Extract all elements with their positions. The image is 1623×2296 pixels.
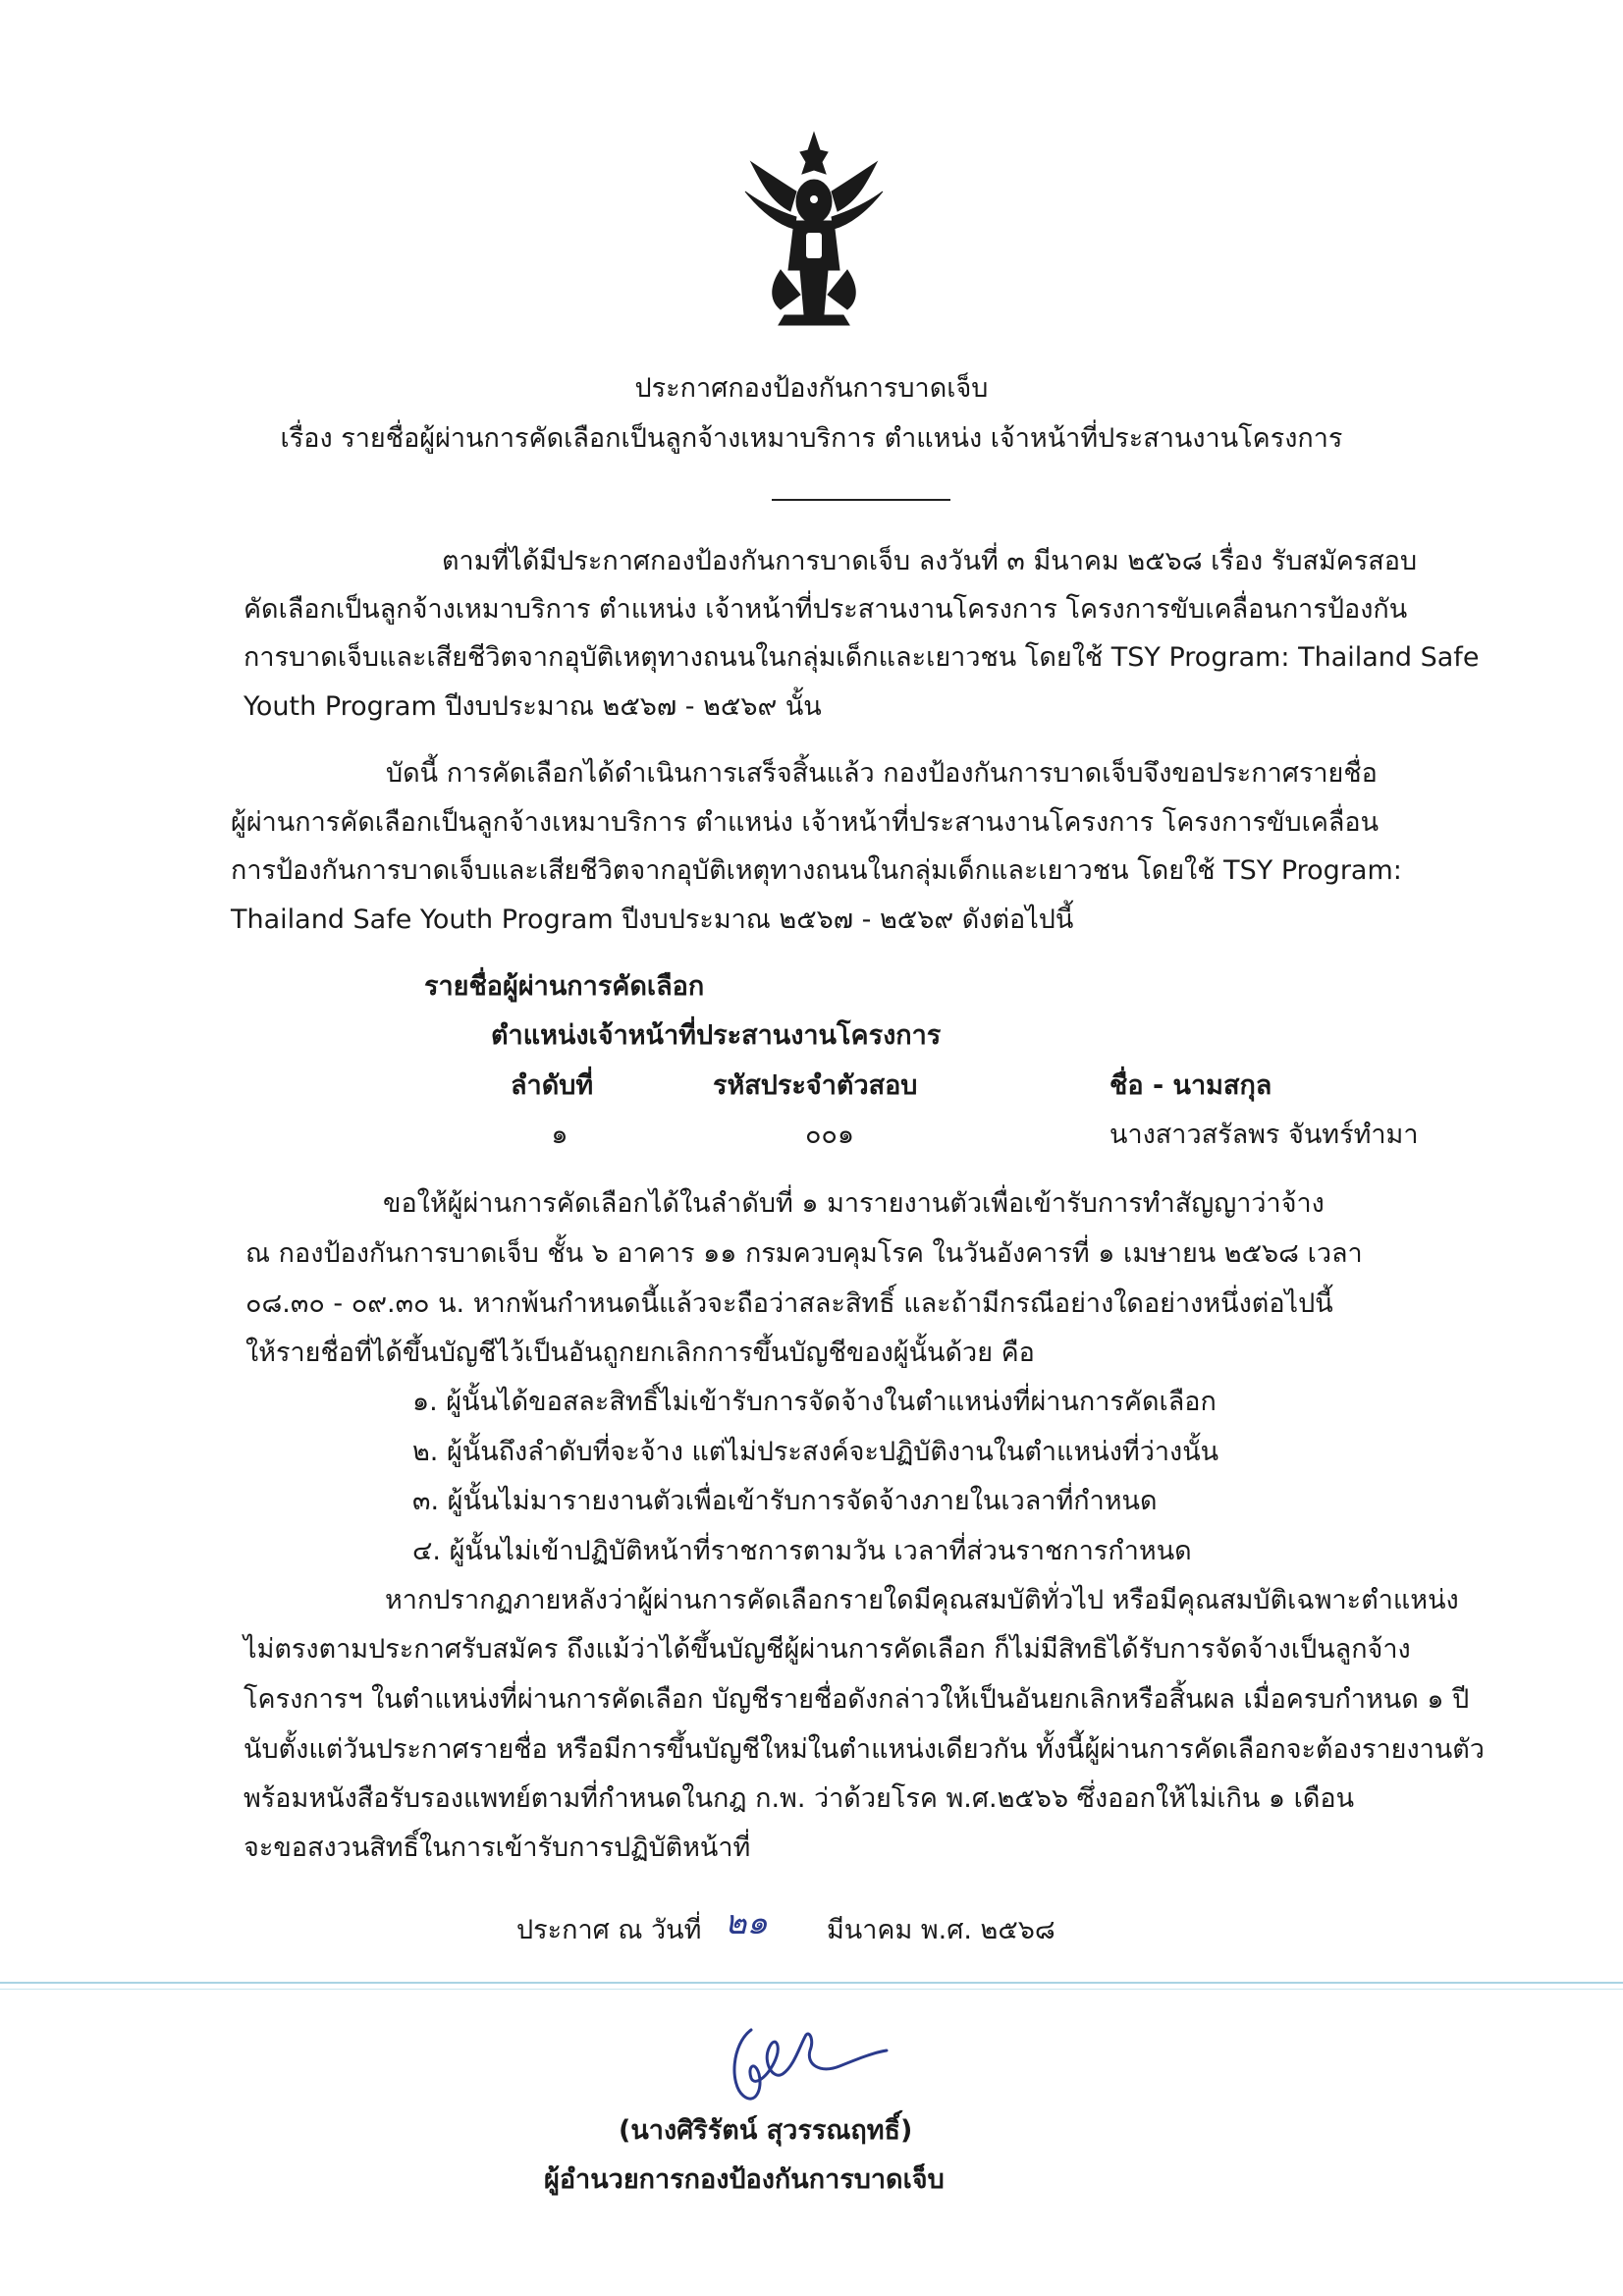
para4-line: นับตั้งแต่วันประกาศรายชื่อ หรือมีการขึ้นบัญชีใหม่ในตำแหน่งเดียวกัน ทั้งนี้ผู้ผ่านการคัดเลือกจะต้องรายงานตัว [243,1734,1485,1765]
title-divider [772,499,950,501]
row-fullname: นางสาวสรัลพร จันทร์ทำมา [1109,1120,1419,1150]
para4-line: พร้อมหนังสือรับรองแพทย์ตามที่กำหนดในกฎ ก.พ. ว่าด้วยโรค พ.ศ.๒๕๖๖ ซึ่งออกให้ไม่เกิน ๑ เดือน [243,1783,1355,1814]
announce-prefix: ประกาศ ณ วันที่ [516,1915,702,1945]
row-exam-code: ๐๐๑ [804,1120,855,1150]
condition-item: ๔. ผู้นั้นไม่เข้าปฏิบัติหน้าที่ราชการตามวัน เวลาที่ส่วนราชการกำหนด [412,1536,1192,1566]
para4-line: ไม่ตรงตามประกาศรับสมัคร ถึงแม้ว่าได้ขึ้นบัญชีผู้ผ่านการคัดเลือก ก็ไม่มีสิทธิได้รับการจัดจ้างเป็นลูกจ้าง [243,1634,1411,1665]
condition-item: ๒. ผู้นั้นถึงลำดับที่จะจ้าง แต่ไม่ประสงค์จะปฏิบัติงานในตำแหน่งที่ว่างนั้น [412,1437,1219,1467]
list-heading: รายชื่อผู้ผ่านการคัดเลือก [424,971,705,1002]
doc-title: ประกาศกองป้องกันการบาดเจ็บ [634,373,989,404]
para3-line: ขอให้ผู้ผ่านการคัดเลือกได้ในลำดับที่ ๑ มารายงานตัวเพื่อเข้ารับการทำสัญญาว่าจ้าง [383,1188,1325,1219]
para1-line: การบาดเจ็บและเสียชีวิตจากอุบัติเหตุทางถนนในกลุ่มเด็กและเยาวชน โดยใช้ TSY Program: Thailand Safe [243,642,1480,673]
doc-subject: เรื่อง รายชื่อผู้ผ่านการคัดเลือกเป็นลูกจ้างเหมาบริการ ตำแหน่ง เจ้าหน้าที่ประสานงานโครงการ [280,423,1343,454]
para2-line: Thailand Safe Youth Program ปีงบประมาณ ๒๕๖๗ - ๒๕๖๙ ดังต่อไปนี้ [231,904,1074,935]
signatory-title: ผู้อำนวยการกองป้องกันการบาดเจ็บ [544,2164,945,2195]
para2-line: บัดนี้ การคัดเลือกได้ดำเนินการเสร็จสิ้นแล้ว กองป้องกันการบาดเจ็บจึงขอประกาศรายชื่อ [386,758,1378,789]
handwritten-signature [712,2005,898,2113]
para2-line: การป้องกันการบาดเจ็บและเสียชีวิตจากอุบัติเหตุทางถนนในกลุ่มเด็กและเยาวชน โดยใช้ TSY Program: [231,855,1402,886]
para2-line: ผู้ผ่านการคัดเลือกเป็นลูกจ้างเหมาบริการ ตำแหน่ง เจ้าหน้าที่ประสานงานโครงการ โครงการขับเคลื่อน [231,807,1380,838]
condition-item: ๓. ผู้นั้นไม่มารายงานตัวเพื่อเข้ารับการจัดจ้างภายในเวลาที่กำหนด [412,1486,1158,1516]
para1-line: คัดเลือกเป็นลูกจ้างเหมาบริการ ตำแหน่ง เจ้าหน้าที่ประสานงานโครงการ โครงการขับเคลื่อนการป้องกัน [243,594,1408,625]
para4-line: โครงการฯ ในตำแหน่งที่ผ่านการคัดเลือก บัญชีรายชื่อดังกล่าวให้เป็นอันยกเลิกหรือสิ้นผล เมื่อครบกำหนด ๑ ปี [243,1684,1470,1715]
para1-line: Youth Program ปีงบประมาณ ๒๕๖๗ - ๒๕๖๙ นั้น [243,691,822,722]
para3-line: ณ กองป้องกันการบาดเจ็บ ชั้น ๖ อาคาร ๑๑ กรมควบคุมโรค ในวันอังคารที่ ๑ เมษายน ๒๕๖๘ เวลา [245,1238,1363,1269]
column-fullname: ชื่อ - นามสกุล [1109,1070,1272,1101]
para3-line: ให้รายชื่อที่ได้ขึ้นบัญชีไว้เป็นอันถูกยกเลิกการขึ้นบัญชีของผู้นั้นด้วย คือ [245,1338,1035,1368]
condition-item: ๑. ผู้นั้นได้ขอสละสิทธิ์ไม่เข้ารับการจัดจ้างในตำแหน่งที่ผ่านการคัดเลือก [412,1387,1217,1417]
column-order: ลำดับที่ [511,1070,594,1101]
para3-line: ๐๘.๓๐ - ๐๙.๓๐ น. หากพ้นกำหนดนี้แล้วจะถือว่าสละสิทธิ์ และถ้ามีกรณีอย่างใดอย่างหนึ่งต่อไปนี้ [245,1288,1333,1319]
column-exam-code: รหัสประจำตัวสอบ [713,1070,918,1101]
announce-month-year: มีนาคม พ.ศ. ๒๕๖๘ [827,1915,1055,1945]
scan-line [0,1982,1623,1984]
para1-line: ตามที่ได้มีประกาศกองป้องกันการบาดเจ็บ ลงวันที่ ๓ มีนาคม ๒๕๖๘ เรื่อง รับสมัครสอบ [442,546,1418,576]
list-position: ตำแหน่งเจ้าหน้าที่ประสานงานโครงการ [491,1020,942,1051]
signatory-name: (นางศิริรัตน์ สุวรรณฤทธิ์) [619,2115,913,2146]
para4-line: หากปรากฏภายหลังว่าผู้ผ่านการคัดเลือกรายใดมีคุณสมบัติทั่วไป หรือมีคุณสมบัติเฉพาะตำแหน่ง [385,1585,1459,1615]
row-order: ๑ [551,1120,568,1150]
garuda-emblem-icon [741,123,887,333]
scan-line [0,1989,1623,1990]
para4-line: จะขอสงวนสิทธิ์ในการเข้ารับการปฏิบัติหน้าที่ [243,1832,751,1863]
announce-day-handwritten: ๒๑ [725,1903,768,1942]
